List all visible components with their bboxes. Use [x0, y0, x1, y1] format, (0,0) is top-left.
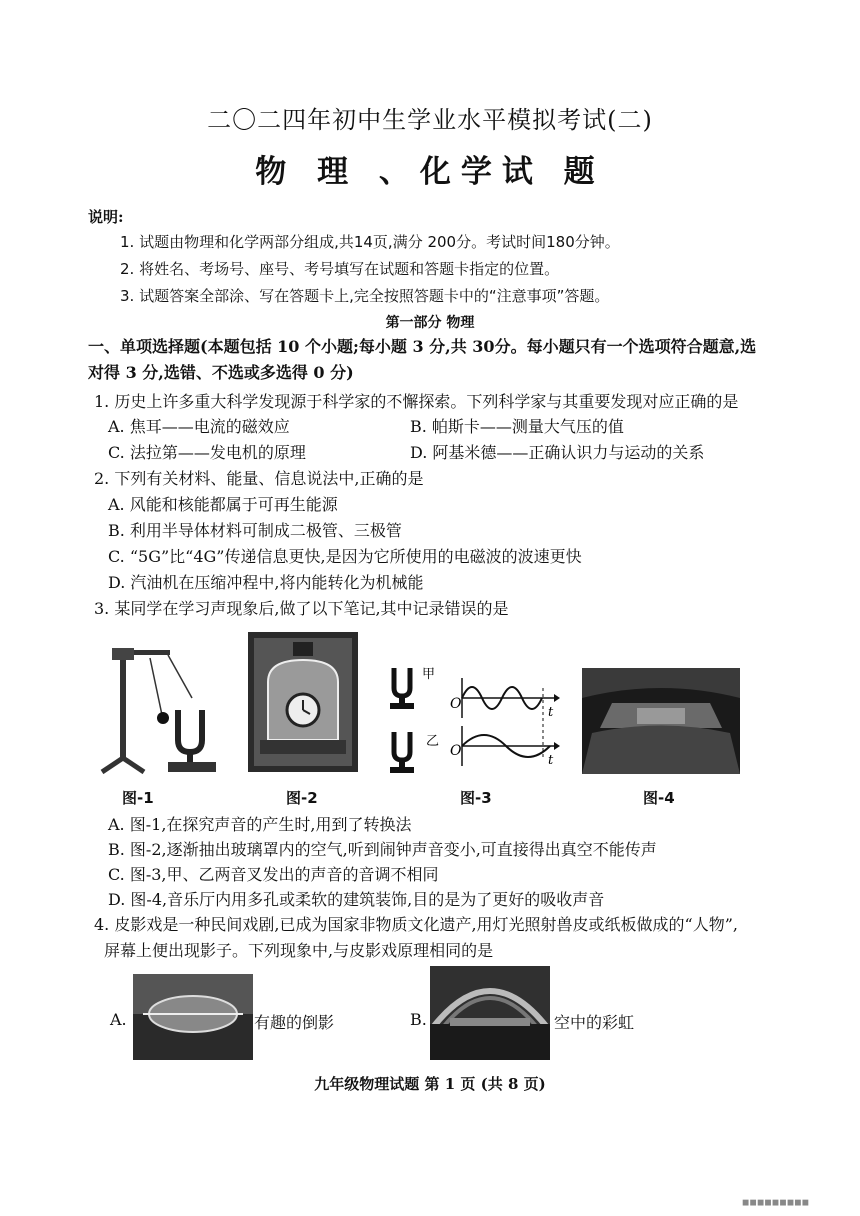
question-4-stem-line-1: 4. 皮影戏是一种民间戏剧,已成为国家非物质文化遗产,用灯光照射兽皮或纸板做成的“人物”,: [94, 915, 738, 934]
exam-title: 二〇二四年初中生学业水平模拟考试(二): [207, 106, 653, 134]
exam-subtitle: 物 理 、化学试 题: [255, 154, 605, 190]
question-1-stem: 1. 历史上许多重大科学发现源于科学家的不懈探索。下列科学家与其重要发现对应正确的是: [94, 392, 739, 411]
question-2-option-c: C. “5G”比“4G”传递信息更快,是因为它所使用的电磁波的波速更快: [108, 547, 582, 566]
figure-3-caption: 图-3: [460, 789, 492, 807]
question-4-option-a-letter: A.: [110, 1010, 127, 1029]
question-4-stem-line-2: 屏幕上便出现影子。下列现象中,与皮影戏原理相同的是: [104, 941, 494, 960]
section-heading-line-1: 一、单项选择题(本题包括 10 个小题;每小题 3 分,共 30分。每小题只有一个选项符合题意,选: [88, 337, 757, 356]
question-2-option-d: D. 汽油机在压缩冲程中,将内能转化为机械能: [108, 573, 424, 592]
note-item-3: 3. 试题答案全部涂、写在答题卡上,完全按照答题卡中的“注意事项”答题。: [120, 287, 610, 305]
question-4-option-b-text: 空中的彩虹: [554, 1013, 635, 1032]
question-4-option-a-text: 有趣的倒影: [254, 1013, 335, 1032]
figure-3-time-axis-bottom: t: [548, 753, 554, 768]
figure-3-time-axis-top: t: [548, 705, 554, 720]
section-heading-line-2: 对得 3 分,选错、不选或多选得 0 分): [88, 363, 354, 382]
figure-4-concert-hall: [582, 668, 740, 774]
figure-2-caption: 图-2: [286, 789, 318, 807]
scanner-watermark: ◼◼◼◼◼◼◼◼◼: [742, 1198, 810, 1208]
question-3-option-b: B. 图-2,逐渐抽出玻璃罩内的空气,听到闹钟声音变小,可直接得出真空不能传声: [108, 840, 657, 859]
figure-2-bell-jar-clock: [248, 632, 358, 772]
question-2-option-a: A. 风能和核能都属于可再生能源: [108, 495, 338, 514]
question-4-option-a-reflection-photo: [133, 974, 253, 1060]
question-3-option-a: A. 图-1,在探究声音的产生时,用到了转换法: [108, 815, 412, 834]
note-item-2: 2. 将姓名、考场号、座号、考号填写在试题和答题卡指定的位置。: [120, 260, 560, 278]
figure-3-label-yi: 乙: [426, 734, 440, 749]
part-title: 第一部分 物理: [385, 315, 475, 331]
figure-3-origin-bottom: O: [450, 743, 462, 759]
question-4-option-b-letter: B.: [410, 1010, 427, 1029]
figure-1-caption: 图-1: [122, 789, 154, 807]
figure-3-origin-top: O: [450, 696, 462, 712]
question-3-stem: 3. 某同学在学习声现象后,做了以下笔记,其中记录错误的是: [94, 599, 509, 618]
question-3-option-c: C. 图-3,甲、乙两音叉发出的声音的音调不相同: [108, 865, 439, 884]
figure-1-tuning-fork-pendulum: [100, 640, 220, 780]
figure-3-label-jia: 甲: [422, 667, 436, 682]
question-4-option-b-rainbow-photo: [430, 966, 550, 1060]
question-2-stem: 2. 下列有关材料、能量、信息说法中,正确的是: [94, 469, 424, 488]
question-3-option-d: D. 图-4,音乐厅内用多孔或柔软的建筑装饰,目的是为了更好的吸收声音: [108, 890, 605, 909]
question-1-option-a: A. 焦耳——电流的磁效应: [108, 417, 290, 436]
question-1-option-d: D. 阿基米德——正确认识力与运动的关系: [410, 443, 705, 462]
question-1-option-c: C. 法拉第——发电机的原理: [108, 443, 306, 462]
notes-heading: 说明:: [88, 208, 124, 226]
question-2-option-b: B. 利用半导体材料可制成二极管、三极管: [108, 521, 402, 540]
figure-4-caption: 图-4: [643, 789, 675, 807]
note-item-1: 1. 试题由物理和化学两部分组成,共14页,满分 200分。考试时间180分钟。: [120, 233, 620, 251]
question-1-option-b: B. 帕斯卡——测量大气压的值: [410, 417, 624, 436]
page-footer: 九年级物理试题 第 1 页 (共 8 页): [314, 1075, 546, 1093]
figure-3-waveforms: [388, 660, 563, 775]
